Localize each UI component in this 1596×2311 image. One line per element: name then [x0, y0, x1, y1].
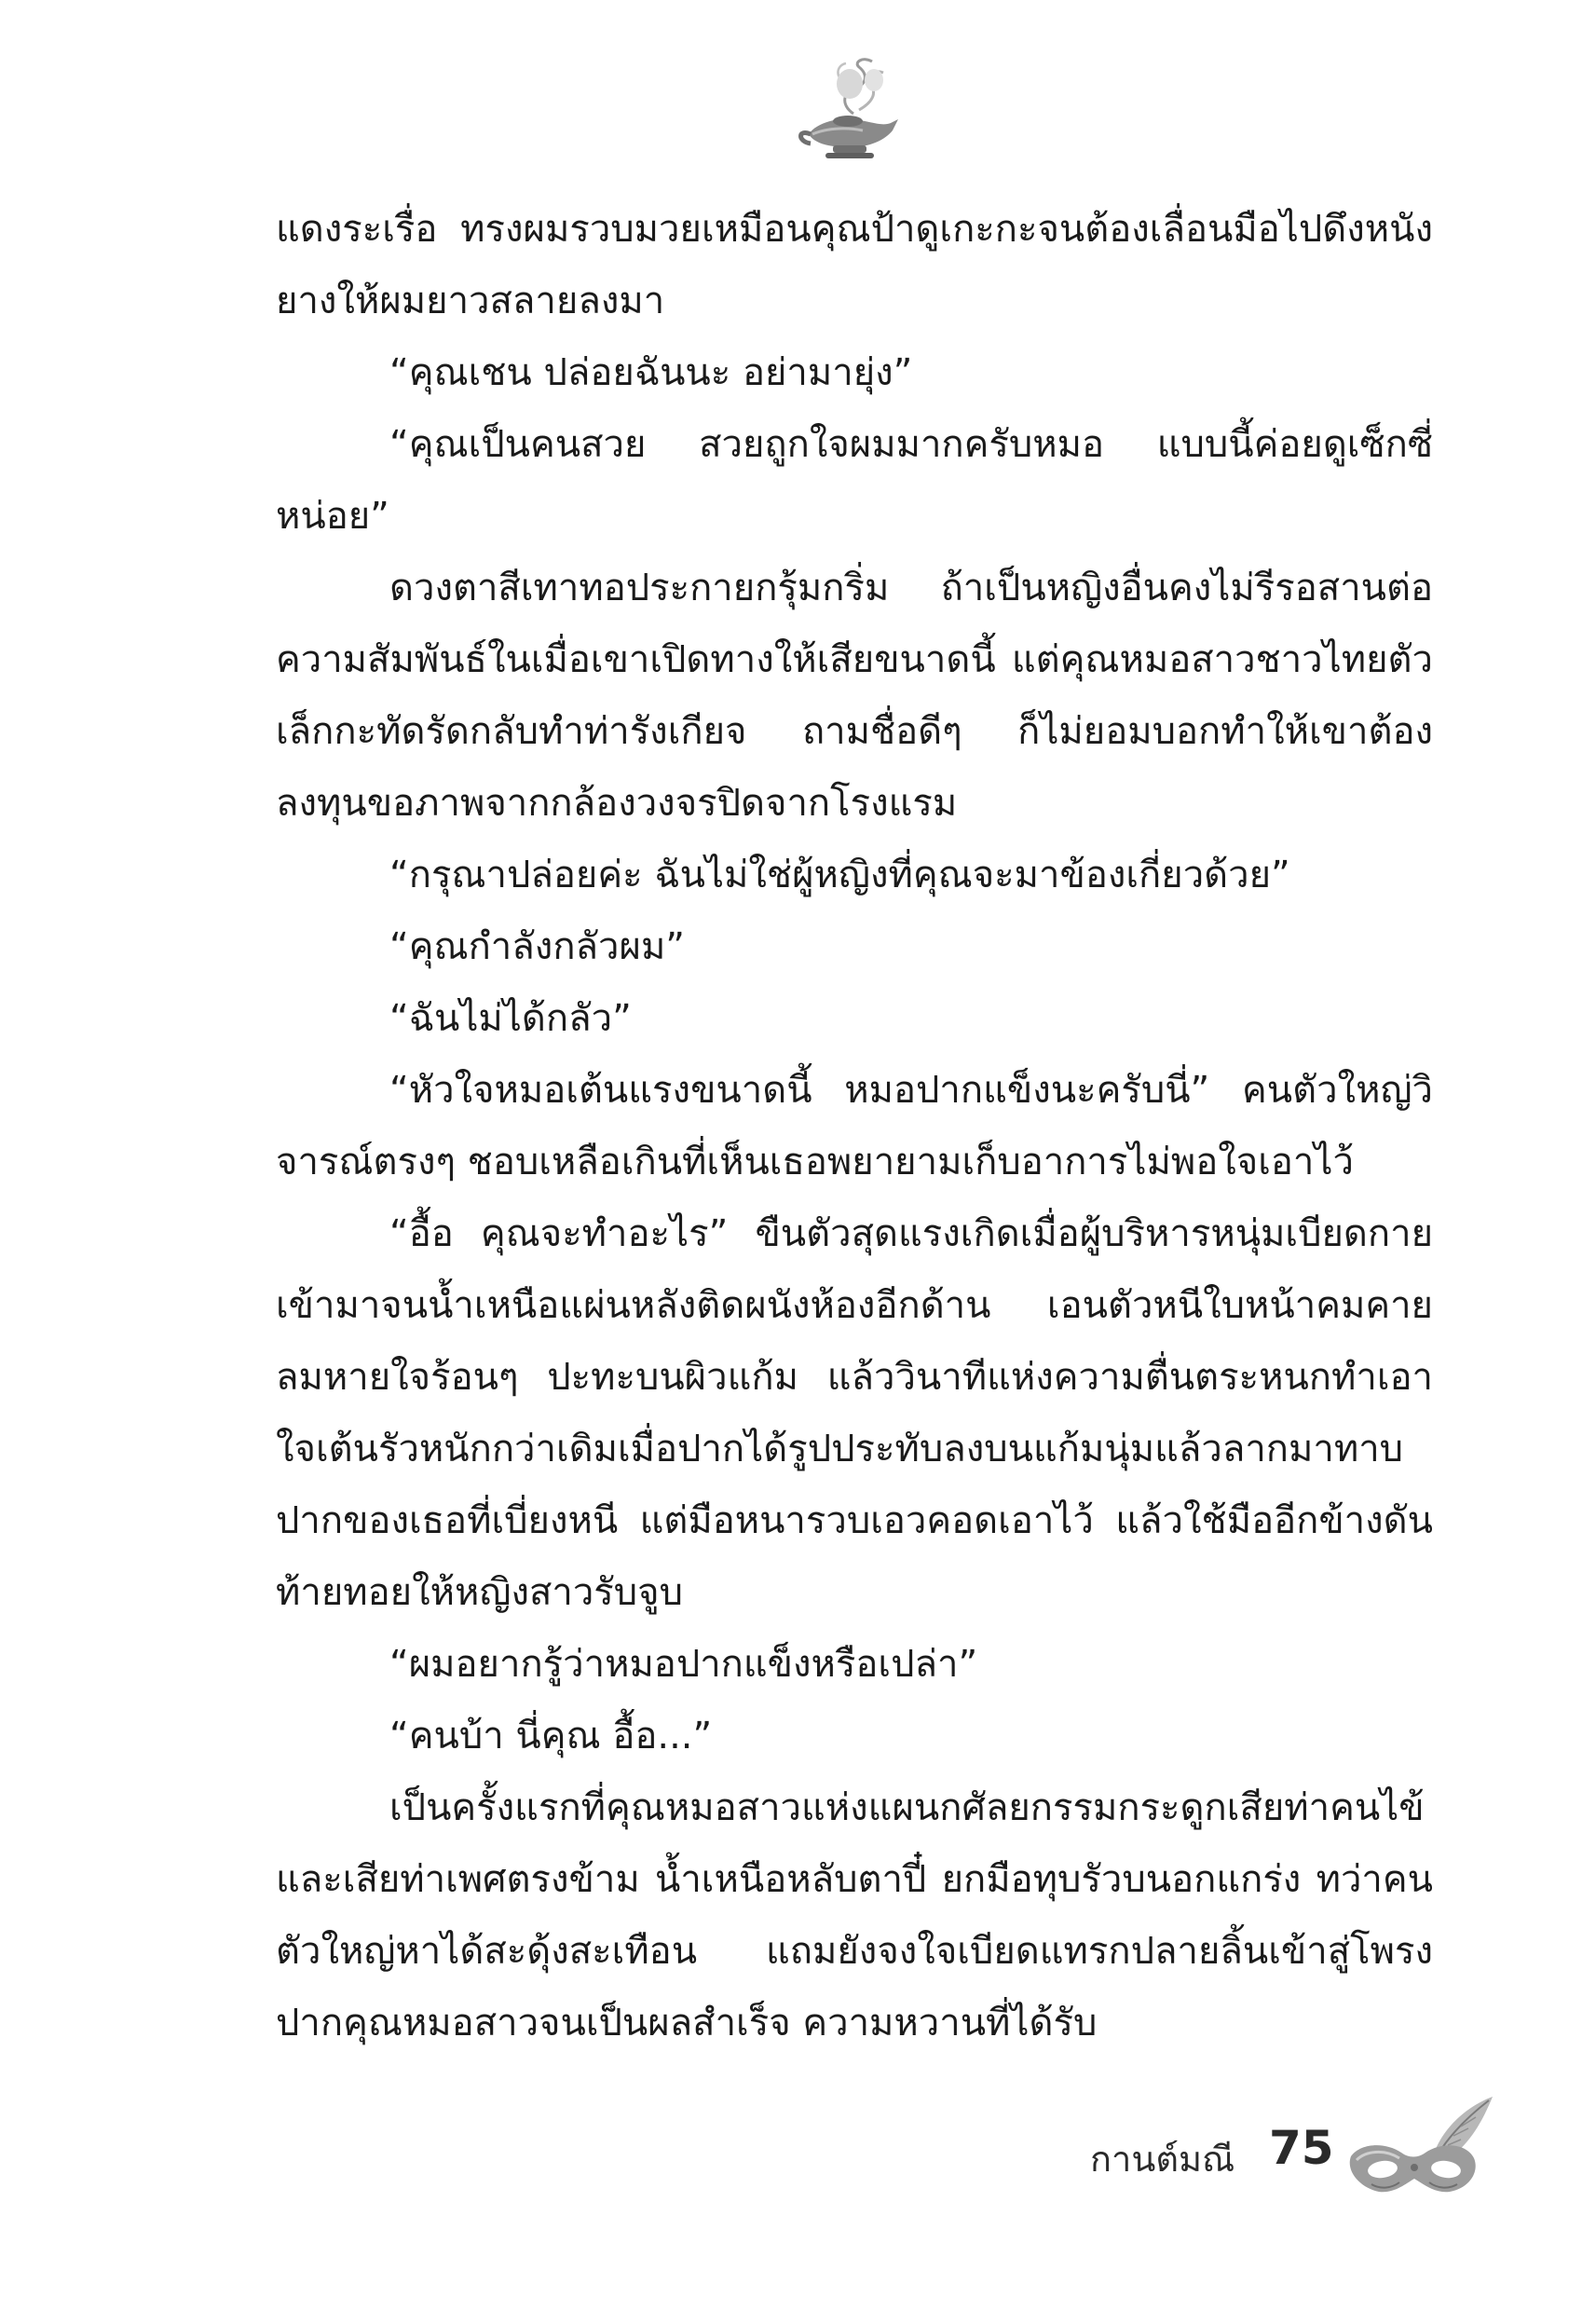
paragraph-3: “คุณเป็นคนสวย สวยถูกใจผมมากครับหมอ แบบนี้ค่อยดูเซ็กซี่หน่อย” — [276, 423, 1433, 538]
paragraph-6: “คุณกำลังกลัวผม” — [389, 925, 686, 968]
paragraph-2: “คุณเชน ปล่อยฉันนะ อย่ามายุ่ง” — [389, 351, 913, 394]
paragraph-1: แดงระเรื่อ ทรงผมรวบมวยเหมือนคุณป้าดูเกะกะจนต้องเลื่อนมือไปดึงหนังยางให้ผมยาวสลายลงมา — [276, 208, 1433, 322]
paragraph-12: เป็นครั้งแรกที่คุณหมอสาวแห่งแผนกศัลยกรรมกระดูกเสียท่าคนไข้ และเสียท่าเพศตรงข้าม น้ำเหนือหลับตาปี๋ ยกมือทุบรัวบนอกแกร่ง ทว่าคนตัวใหญ่หาได้สะดุ้งสะเทือน แถมยังจงใจเบียดแทรกปลายลิ้นเข้าสู่โพรงปากคุณหมอสาวจนเป็นผลสำเร็จ ความหวานที่ได้รับ — [276, 1786, 1433, 2044]
masquerade-mask-icon — [1344, 2091, 1502, 2212]
author-name: กานต์มณี — [1090, 2139, 1235, 2180]
paragraph-5: “กรุณาปล่อยค่ะ ฉันไม่ใช่ผู้หญิงที่คุณจะมาข้องเกี่ยวด้วย” — [389, 854, 1290, 896]
paragraph-9: “อื้อ คุณจะทำอะไร” ขืนตัวสุดแรงเกิดเมื่อผู้บริหารหนุ่มเบียดกายเข้ามาจนน้ำเหนือแผ่นหลังติดผนังห้องอีกด้าน เอนตัวหนีใบหน้าคมคายลมหายใจร้อนๆ ปะทะบนผิวแก้ม แล้ววินาทีแห่งความตื่นตระหนกทำเอาใจเต้นรัวหนักกว่าเดิมเมื่อปากได้รูปประทับลงบนแก้มนุ่มแล้วลากมาทาบปากของเธอที่เบี่ยงหนี แต่มือหนารวบเอวคอดเอาไว้ แล้วใช้มืออีกข้างดันท้ายทอยให้หญิงสาวรับจูบ — [276, 1212, 1433, 1614]
chapter-body — [276, 194, 1433, 2059]
genie-lamp-icon — [788, 48, 909, 170]
page-footer — [1071, 2104, 1500, 2216]
paragraph-8: “หัวใจหมอเต้นแรงขนาดนี้ หมอปากแข็งนะครับนี่” คนตัวใหญ่วิจารณ์ตรงๆ ชอบเหลือเกินที่เห็นเธอพยายามเก็บอาการไม่พอใจเอาไว้ — [276, 1069, 1433, 1183]
paragraph-10: “ผมอยากรู้ว่าหมอปากแข็งหรือเปล่า” — [389, 1643, 978, 1686]
paragraph-11: “คนบ้า นี่คุณ อื้อ...” — [389, 1715, 713, 1757]
paragraph-7: “ฉันไม่ได้กลัว” — [389, 997, 632, 1040]
page-number: 75 — [1269, 2121, 1334, 2175]
paragraph-4: ดวงตาสีเทาทอประกายกรุ้มกริ่ม ถ้าเป็นหญิงอื่นคงไม่รีรอสานต่อความสัมพันธ์ในเมื่อเขาเปิดทางให้เสียขนาดนี้ แต่คุณหมอสาวชาวไทยตัวเล็กกะทัดรัดกลับทำท่ารังเกียจ ถามชื่อดีๆ ก็ไม่ยอมบอกทำให้เขาต้องลงทุนขอภาพจากกล้องวงจรปิดจากโรงแรม — [276, 567, 1433, 825]
